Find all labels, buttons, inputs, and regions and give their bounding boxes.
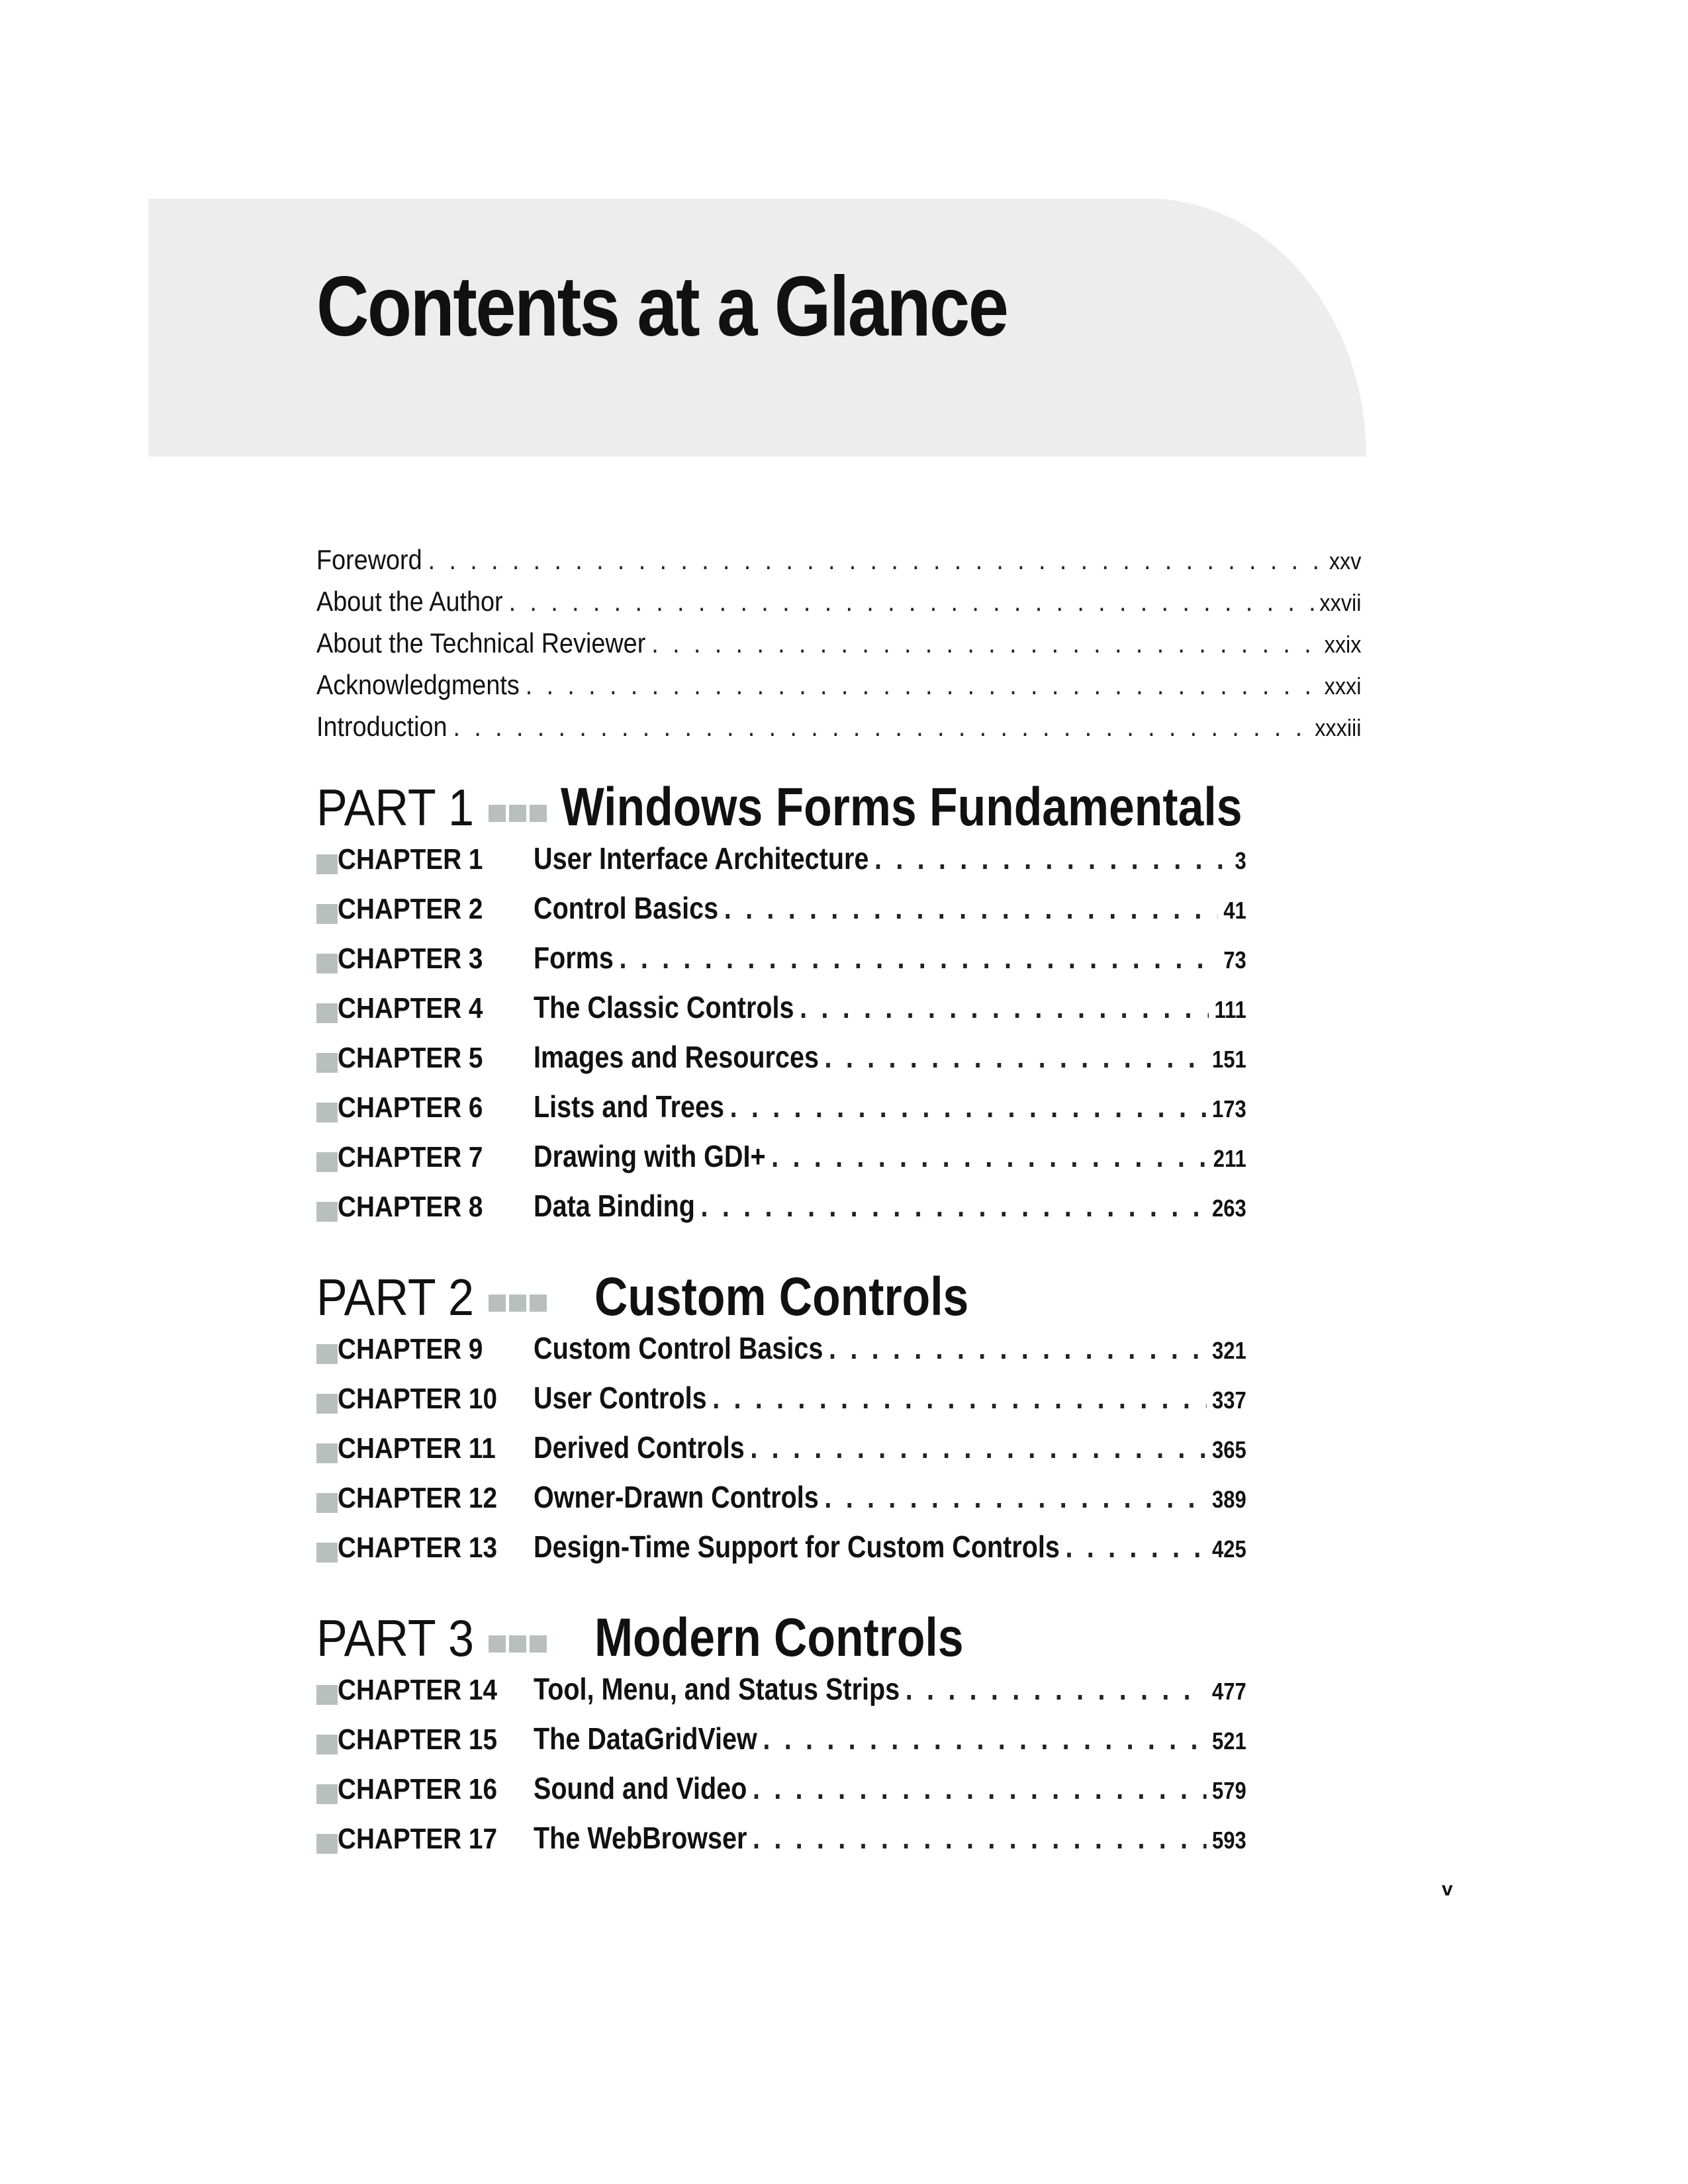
square-bullet-icon	[316, 1202, 338, 1222]
chapter-title: The WebBrowser	[534, 1821, 747, 1855]
chapter-label: CHAPTER 12	[338, 1482, 497, 1514]
chapter-page: 321	[1212, 1337, 1246, 1364]
part-title: Modern Controls	[594, 1608, 964, 1668]
part-2-section	[316, 1264, 1362, 1578]
square-bullet-icon	[316, 1834, 338, 1854]
chapter-title: Owner-Drawn Controls	[534, 1480, 819, 1514]
square-bullet-icon	[316, 1784, 338, 1804]
chapter-title: Lists and Trees	[534, 1089, 725, 1124]
entry-page: xxvii	[1319, 589, 1362, 616]
dot-leader	[509, 586, 1314, 617]
dot-leader	[620, 940, 1218, 976]
part-heading	[316, 1264, 1362, 1330]
square-bullet-icon	[316, 1344, 338, 1364]
chapter-page: 365	[1212, 1436, 1246, 1463]
square-bullet-icon	[316, 1103, 338, 1122]
chapter-row[interactable]	[316, 1820, 1362, 1870]
entry-title: Introduction	[316, 711, 447, 742]
part-title: Windows Forms Fundamentals	[560, 777, 1243, 837]
chapter-page: 579	[1212, 1777, 1246, 1804]
dot-leader	[651, 627, 1318, 659]
dot-leader	[428, 544, 1323, 576]
dot-leader	[829, 1330, 1206, 1366]
chapter-label: CHAPTER 9	[338, 1333, 483, 1365]
square-bullet-icon	[316, 1053, 338, 1073]
dot-leader	[750, 1430, 1206, 1465]
chapter-label: CHAPTER 7	[338, 1141, 483, 1173]
part-label: PART 1	[316, 778, 475, 837]
chapter-title: Forms	[534, 940, 614, 975]
front-matter-item[interactable]	[316, 544, 1361, 586]
entry-page: xxv	[1329, 547, 1362, 574]
chapter-row[interactable]	[316, 989, 1362, 1039]
chapter-title: Design-Time Support for Custom Controls	[534, 1529, 1060, 1564]
chapter-row[interactable]	[316, 1430, 1362, 1479]
entry-title: About the Author	[316, 586, 503, 617]
dot-leader	[730, 1089, 1207, 1124]
chapter-title: Sound and Video	[534, 1771, 747, 1805]
square-bullet-icon	[316, 1685, 338, 1705]
dot-leader	[800, 989, 1209, 1025]
chapter-label: CHAPTER 4	[338, 992, 483, 1024]
chapter-page: 41	[1223, 897, 1246, 924]
part-title: Custom Controls	[594, 1267, 969, 1327]
chapter-row[interactable]	[316, 1039, 1362, 1089]
chapter-page: 151	[1212, 1046, 1246, 1073]
chapter-label: CHAPTER 10	[338, 1383, 497, 1415]
dot-leader	[874, 841, 1229, 876]
chapter-page: 593	[1212, 1827, 1246, 1854]
square-bullet-icon	[316, 954, 338, 974]
chapter-title: Images and Resources	[534, 1040, 819, 1074]
chapter-row[interactable]	[316, 1770, 1362, 1820]
chapter-row[interactable]	[316, 1721, 1362, 1770]
part-squares-icon	[489, 1295, 594, 1312]
dot-leader	[825, 1039, 1207, 1075]
chapter-label: CHAPTER 8	[338, 1191, 483, 1223]
chapter-page: 425	[1212, 1535, 1246, 1563]
square-bullet-icon	[316, 1394, 338, 1414]
front-matter-item[interactable]	[316, 711, 1361, 752]
dot-leader	[453, 711, 1309, 743]
chapter-label: CHAPTER 5	[338, 1042, 483, 1074]
part-heading	[316, 774, 1362, 841]
square-bullet-icon	[316, 1493, 338, 1513]
chapter-label: CHAPTER 17	[338, 1823, 497, 1855]
chapter-row[interactable]	[316, 1529, 1362, 1578]
chapter-title: Tool, Menu, and Status Strips	[534, 1672, 900, 1706]
chapter-row[interactable]	[316, 1479, 1362, 1529]
entry-title: Foreword	[316, 544, 422, 575]
chapter-label: CHAPTER 3	[338, 942, 483, 975]
chapter-title: User Controls	[534, 1381, 707, 1415]
dot-leader	[712, 1380, 1206, 1416]
square-bullet-icon	[316, 1152, 338, 1172]
dot-leader	[526, 669, 1319, 701]
dot-leader	[1065, 1529, 1206, 1565]
chapter-page: 173	[1212, 1095, 1246, 1122]
chapter-row[interactable]	[316, 1380, 1362, 1430]
dot-leader	[771, 1138, 1207, 1174]
front-matter-item[interactable]	[316, 586, 1361, 627]
square-bullet-icon	[316, 1003, 338, 1023]
chapter-title: Derived Controls	[534, 1430, 745, 1465]
part-squares-icon	[489, 805, 561, 822]
chapter-label: CHAPTER 15	[338, 1723, 497, 1756]
chapter-page: 477	[1212, 1678, 1246, 1705]
chapter-page: 3	[1235, 847, 1246, 874]
chapter-label: CHAPTER 13	[338, 1531, 497, 1564]
chapter-title: Drawing with GDI+	[534, 1139, 766, 1173]
front-matter-list	[316, 544, 1362, 752]
chapter-row[interactable]	[316, 1330, 1362, 1380]
chapter-row[interactable]	[316, 841, 1362, 890]
dot-leader	[763, 1721, 1206, 1756]
dot-leader	[824, 1479, 1206, 1515]
chapter-label: CHAPTER 11	[338, 1432, 496, 1465]
part-1-section	[316, 774, 1362, 1238]
dot-leader	[753, 1770, 1207, 1806]
chapter-page: 389	[1212, 1486, 1246, 1513]
chapter-label: CHAPTER 2	[338, 893, 483, 925]
chapter-page: 521	[1212, 1727, 1246, 1754]
square-bullet-icon	[316, 904, 338, 924]
dot-leader	[906, 1671, 1207, 1707]
chapter-page: 73	[1223, 946, 1246, 974]
chapter-row[interactable]	[316, 940, 1362, 989]
square-bullet-icon	[316, 1735, 338, 1754]
entry-page: xxix	[1324, 631, 1362, 658]
part-heading	[316, 1605, 1362, 1671]
chapter-row[interactable]	[316, 1089, 1362, 1138]
entry-title: About the Technical Reviewer	[316, 627, 646, 659]
square-bullet-icon	[316, 854, 338, 874]
dot-leader	[701, 1188, 1207, 1224]
page-title: Contents at a Glance	[316, 259, 1008, 354]
chapter-title: Custom Control Basics	[534, 1331, 823, 1365]
chapter-row[interactable]	[316, 1188, 1362, 1238]
dot-leader	[753, 1820, 1206, 1856]
chapter-title: The Classic Controls	[534, 990, 794, 1024]
part-3-section	[316, 1605, 1362, 1870]
square-bullet-icon	[316, 1543, 338, 1563]
front-matter-item[interactable]	[316, 627, 1361, 669]
front-matter-item[interactable]	[316, 669, 1361, 711]
chapter-row[interactable]	[316, 1138, 1362, 1188]
chapter-row[interactable]	[316, 1671, 1362, 1721]
chapter-page: 211	[1213, 1145, 1246, 1172]
entry-page: xxxiii	[1315, 714, 1362, 741]
entry-title: Acknowledgments	[316, 669, 520, 700]
chapter-label: CHAPTER 6	[338, 1091, 483, 1124]
chapter-title: User Interface Architecture	[534, 841, 869, 876]
chapter-title: Control Basics	[534, 891, 719, 925]
part-label: PART 3	[316, 1608, 475, 1667]
square-bullet-icon	[316, 1443, 338, 1463]
part-squares-icon	[489, 1635, 594, 1653]
chapter-page: 263	[1212, 1195, 1246, 1222]
entry-page: xxxi	[1324, 672, 1362, 700]
chapter-label: CHAPTER 1	[338, 843, 483, 876]
part-label: PART 2	[316, 1267, 475, 1326]
chapter-row[interactable]	[316, 890, 1362, 940]
chapter-label: CHAPTER 16	[338, 1773, 497, 1805]
chapter-page: 111	[1214, 996, 1246, 1023]
chapter-page: 337	[1212, 1387, 1246, 1414]
chapter-title: The DataGridView	[534, 1721, 757, 1756]
chapter-label: CHAPTER 14	[338, 1674, 497, 1706]
chapter-title: Data Binding	[534, 1189, 695, 1223]
dot-leader	[724, 890, 1218, 926]
page-number: v	[1442, 1878, 1453, 1900]
